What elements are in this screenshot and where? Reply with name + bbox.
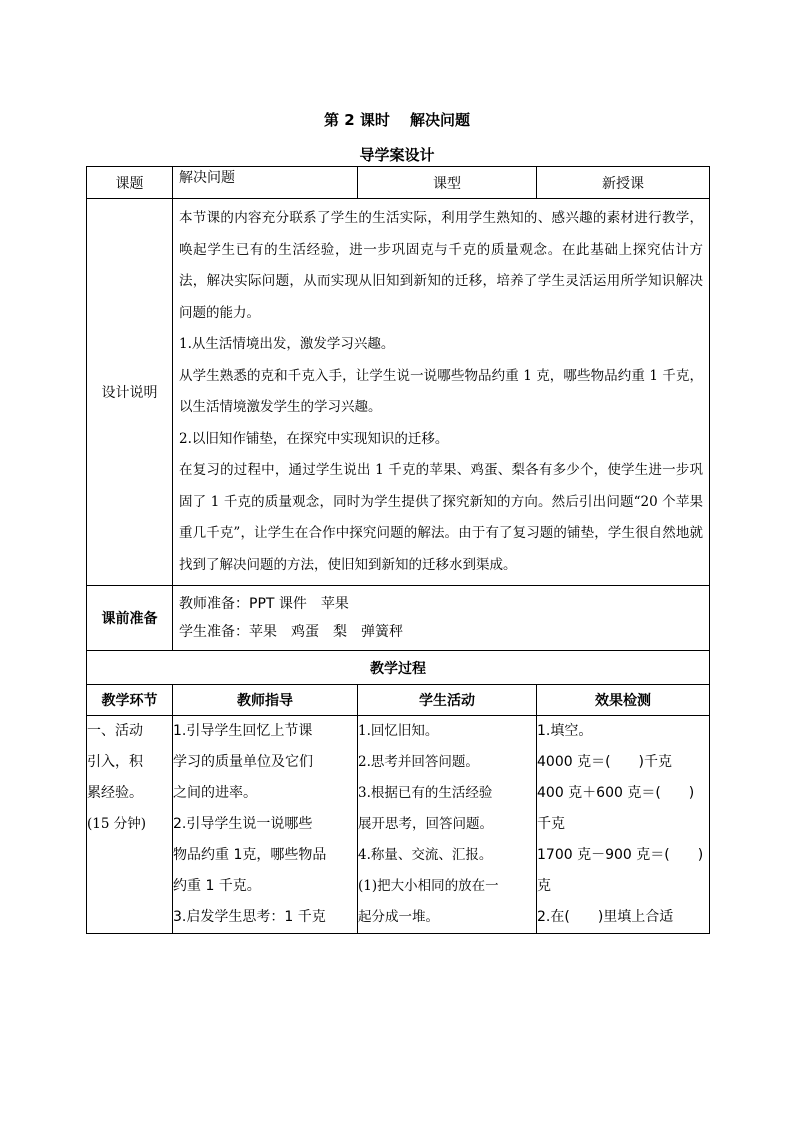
effect-check: 1.填空。 4000 克＝( )千克 400 克＋600 克＝( ) 千克 1700 克－900 克＝( ) 克 2.在( )里填上合适 bbox=[537, 716, 710, 934]
teacher-guidance: 1.引导学生回忆上节课 学习的质量单位及它们 之间的进率。 2.引导学生说一说哪些 物品约重 1克，哪些物品 约重 1 千克。 3.启发学生思考：1 千克 bbox=[173, 716, 358, 934]
design-paragraph: 从学生熟悉的克和千克入手，让学生说一说哪些物品约重 1 克，哪些物品约重 1 千克，以生活情境激发学生的学习兴趣。 bbox=[179, 367, 703, 415]
header-student: 学生活动 bbox=[358, 685, 537, 716]
prep-row bbox=[87, 586, 710, 651]
lesson-number: 第 2 课时 bbox=[324, 111, 390, 129]
design-row bbox=[87, 199, 710, 586]
label-topic: 课题 bbox=[87, 167, 173, 199]
design-paragraph: 1.从生活情境出发，激发学习兴趣。 bbox=[179, 336, 395, 352]
value-topic: 解决问题 bbox=[173, 167, 358, 199]
design-paragraph: 2.以旧知作铺垫，在探究中实现知识的迁移。 bbox=[179, 430, 449, 447]
student-prep: 学生准备：苹果 鸡蛋 梨 弹簧秤 bbox=[179, 624, 403, 640]
info-row bbox=[87, 167, 710, 199]
process-title-row bbox=[87, 651, 710, 685]
value-type: 新授课 bbox=[537, 167, 710, 199]
design-label: 设计说明 bbox=[87, 199, 173, 586]
process-header-row bbox=[87, 685, 710, 716]
design-paragraph: 本节课的内容充分联系了学生的生活实际，利用学生熟知的、感兴趣的素材进行教学，唤起学生已有的生活经验，进一步巩固克与千克的质量观念。在此基础上探究估计方法，解决实际问题，从而实现从旧知到新知的迁移，培养了学生灵活运用所学知识解决问题的能力。 bbox=[179, 210, 703, 321]
teacher-prep: 教师准备：PPT 课件 苹果 bbox=[179, 596, 349, 612]
prep-label: 课前准备 bbox=[87, 586, 173, 651]
lesson-title bbox=[0, 109, 794, 130]
lesson-plan-table bbox=[86, 166, 710, 934]
process-title: 教学过程 bbox=[87, 651, 710, 685]
header-phase: 教学环节 bbox=[87, 685, 173, 716]
phase-name: 一、活动 引入，积 累经验。 (15 分钟) bbox=[87, 716, 173, 934]
header-teacher: 教师指导 bbox=[173, 685, 358, 716]
header-check: 效果检测 bbox=[537, 685, 710, 716]
prep-content bbox=[173, 586, 710, 651]
student-activity: 1.回忆旧知。 2.思考并回答问题。 3.根据已有的生活经验 展开思考，回答问题。 4.称量、交流、汇报。 (1)把大小相同的放在一 起分成一堆。 bbox=[358, 716, 537, 934]
document-subtitle: 导学案设计 bbox=[359, 146, 435, 164]
design-content bbox=[173, 199, 710, 586]
label-type: 课型 bbox=[358, 167, 537, 199]
phase-row bbox=[87, 716, 710, 934]
design-paragraph: 在复习的过程中，通过学生说出 1 千克的苹果、鸡蛋、梨各有多少个，使学生进一步巩固了 1 千克的质量观念，同时为学生提供了探究新知的方向。然后引出问题“20 个苹果重几千克”，让学生在合作中探究问题的解法。由于有了复习题的铺垫，学生很自然地就找到了解决问题的方法，使旧知到新知的迁移水到渠成。 bbox=[179, 462, 703, 573]
lesson-topic: 解决问题 bbox=[409, 111, 470, 129]
